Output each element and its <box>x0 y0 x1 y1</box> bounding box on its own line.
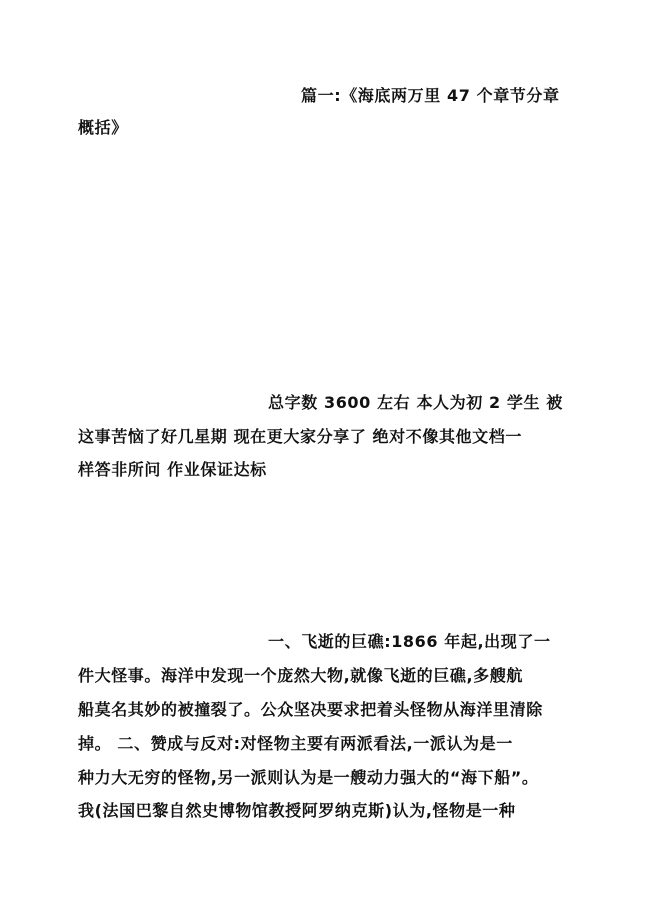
body-line-2: 件大怪事。海洋中发现一个庞然大物,就像飞逝的巨礁,多艘航 <box>78 666 523 685</box>
title-line-1: 篇一:《海底两万里 47 个章节分章 <box>301 86 560 105</box>
intro-line-3: 样答非所问 作业保证达标 <box>78 460 267 479</box>
body-line-3: 船莫名其妙的被撞裂了。公众坚决要求把着头怪物从海洋里清除 <box>78 700 543 719</box>
title-line-2: 概括》 <box>78 118 128 137</box>
intro-line-1: 总字数 3600 左右 本人为初 2 学生 被 <box>268 393 563 412</box>
body-line-6: 我(法国巴黎自然史博物馆教授阿罗纳克斯)认为,怪物是一种 <box>78 801 516 820</box>
body-line-4: 掉。 二、赞成与反对:对怪物主要有两派看法,一派认为是一 <box>78 734 513 753</box>
body-line-1: 一、飞逝的巨礁:1866 年起,出现了一 <box>268 632 551 651</box>
intro-line-2: 这事苦恼了好几星期 现在更大家分享了 绝对不像其他文档一 <box>78 427 522 446</box>
body-line-5: 种力大无穷的怪物,另一派则认为是一艘动力强大的“海下船”。 <box>78 768 539 787</box>
